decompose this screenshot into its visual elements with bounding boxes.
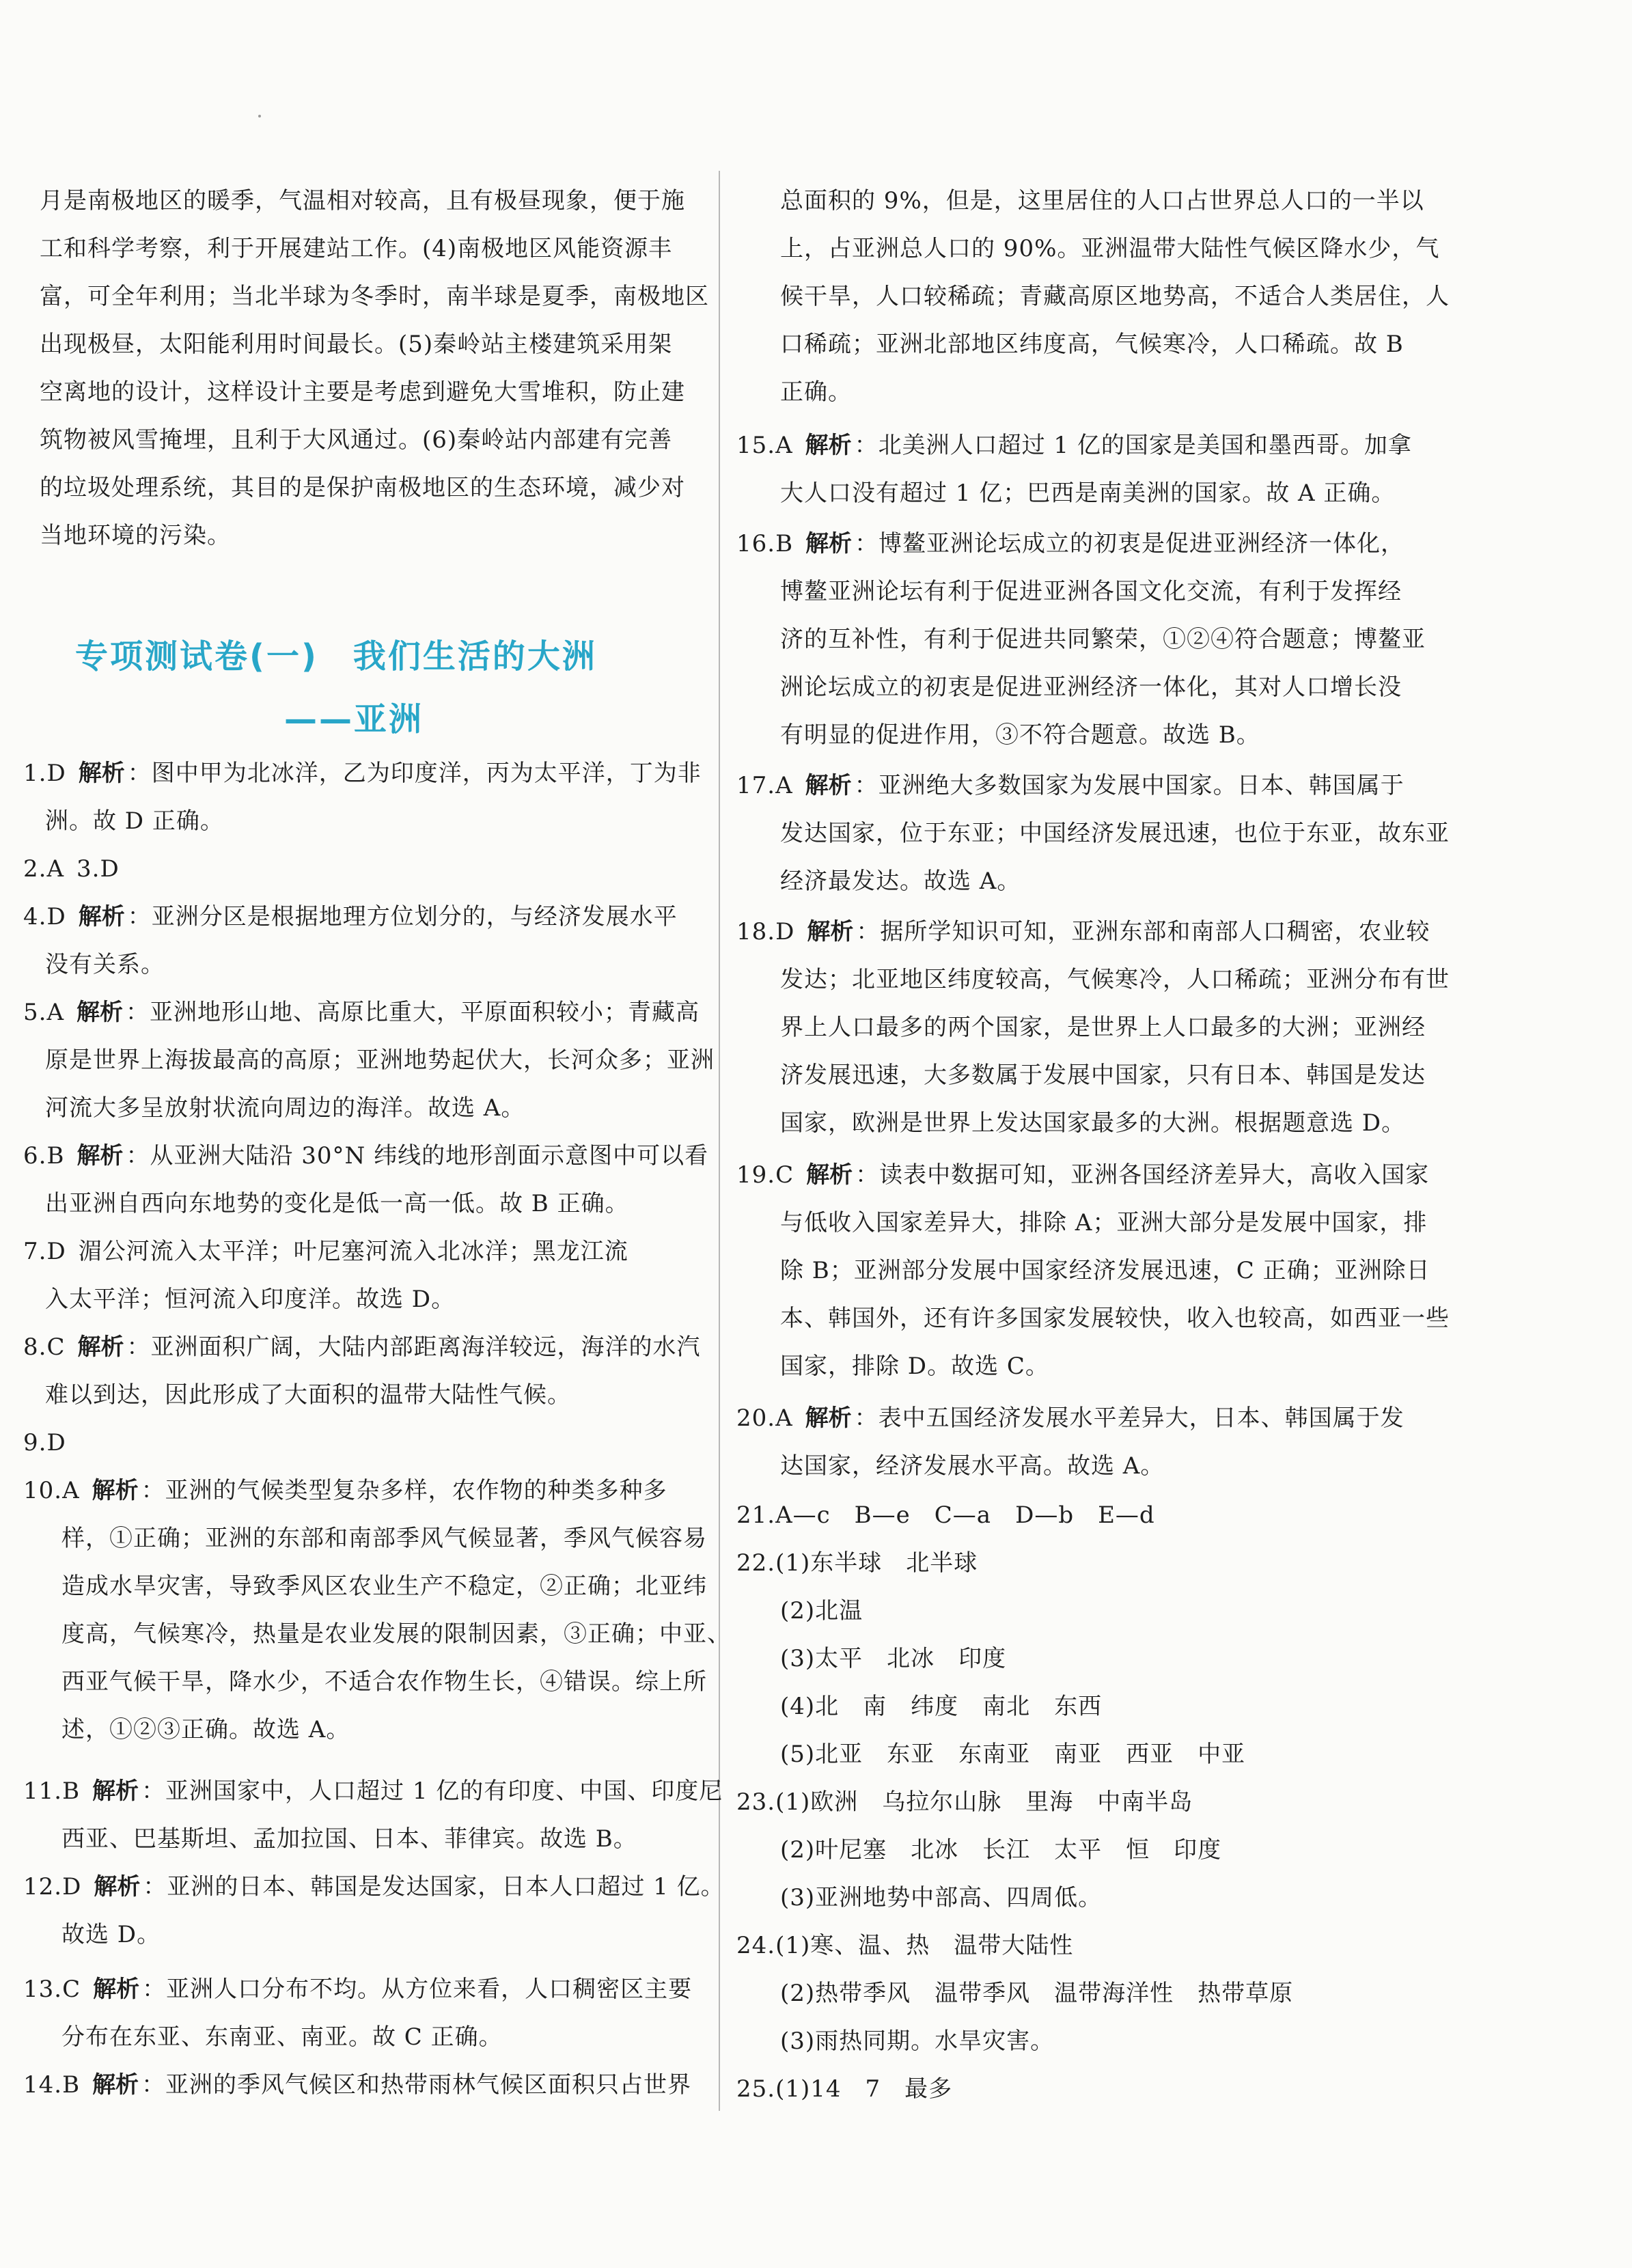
answer-line: 界上人口最多的两个国家，是世界上人口最多的大洲；亚洲经 <box>780 1014 1426 1041</box>
answer-line: 8.C 解析 ：亚洲面积广阔，大陆内部距离海洋较远，海洋的水汽 <box>23 1333 701 1361</box>
answer-line: 入太平洋；恒河流入印度洋。故选 D。 <box>45 1286 456 1313</box>
intro-line: 工和科学考察，利于开展建站工作。(4)南极地区风能资源丰 <box>40 235 673 262</box>
intro-line: 月是南极地区的暖季，气温相对较高，且有极昼现象，便于施 <box>40 187 685 215</box>
answer-line: 有明显的促进作用，③不符合题意。故选 B。 <box>780 721 1260 749</box>
answer-line: 24.(1)寒、温、热 温带大陆性 <box>736 1932 1074 1959</box>
section-subtitle: ——亚洲 <box>284 700 424 738</box>
answer-line: (5)北亚 东亚 东南亚 南亚 西亚 中亚 <box>780 1741 1246 1768</box>
intro-line: 的垃圾处理系统，其目的是保护南极地区的生态环境，减少对 <box>40 474 685 501</box>
answer-line: 11.B 解析 ：亚洲国家中，人口超过 1 亿的有印度、中国、印度尼 <box>23 1778 723 1805</box>
answer-line: 21.A—c B—e C—a D—b E—d <box>736 1502 1155 1529</box>
answer-line: 述，①②③正确。故选 A。 <box>61 1716 350 1743</box>
answer-line: 经济最发达。故选 A。 <box>780 868 1021 895</box>
answer-line: 度高，气候寒冷，热量是农业发展的限制因素，③正确；中亚、 <box>61 1620 731 1648</box>
answer-line: 12.D 解析 ：亚洲的日本、韩国是发达国家，日本人口超过 1 亿。 <box>23 1873 725 1900</box>
answer-line: 河流大多呈放射状流向周边的海洋。故选 A。 <box>45 1094 525 1122</box>
answer-line: 西亚、巴基斯坦、孟加拉国、日本、菲律宾。故选 B。 <box>61 1825 637 1853</box>
answer-line: 13.C 解析 ：亚洲人口分布不均。从方位来看，人口稠密区主要 <box>23 1976 693 2003</box>
answer-line: 20.A 解析 ：表中五国经济发展水平差异大，日本、韩国属于发 <box>736 1405 1405 1432</box>
answer-line: 7.D 湄公河流入太平洋；叶尼塞河流入北冰洋；黑龙江流 <box>23 1238 628 1265</box>
answer-line: 23.(1)欧洲 乌拉尔山脉 里海 中南半岛 <box>736 1788 1193 1816</box>
answer-line: (4)北 南 纬度 南北 东西 <box>780 1693 1103 1720</box>
answer-line: 原是世界上海拔最高的高原；亚洲地势起伏大，长河众多；亚洲 <box>45 1047 715 1074</box>
column-divider <box>719 171 720 2111</box>
answer-line: 总面积的 9%，但是，这里居住的人口占世界总人口的一半以 <box>780 187 1424 215</box>
answer-line: 发达；北亚地区纬度较高，气候寒冷，人口稀疏；亚洲分布有世 <box>780 966 1450 993</box>
answer-line: 17.A 解析 ：亚洲绝大多数国家为发展中国家。日本、韩国属于 <box>736 772 1405 799</box>
answer-line: (3)雨热同期。水旱灾害。 <box>780 2028 1055 2055</box>
answer-line: 难以到达，因此形成了大面积的温带大陆性气候。 <box>45 1381 571 1409</box>
answer-line: 10.A 解析 ：亚洲的气候类型复杂多样，农作物的种类多种多 <box>23 1477 667 1504</box>
answer-line: 发达国家，位于东亚；中国经济发展迅速，也位于东亚，故东亚 <box>780 820 1450 847</box>
section-title: 专项测试卷(一) 我们生活的大洲 <box>75 637 597 676</box>
answer-line: 故选 D。 <box>61 1921 161 1948</box>
answer-line: 达国家，经济发展水平高。故选 A。 <box>780 1452 1165 1480</box>
intro-line: 富，可全年利用；当北半球为冬季时，南半球是夏季，南极地区 <box>40 283 709 310</box>
answer-line: 口稀疏；亚洲北部地区纬度高，气候寒冷，人口稀疏。故 B <box>780 331 1404 358</box>
answer-line: 大人口没有超过 1 亿；巴西是南美洲的国家。故 A 正确。 <box>780 480 1396 507</box>
answer-line: (2)热带季风 温带季风 温带海洋性 热带草原 <box>780 1980 1294 2007</box>
answer-line: 5.A 解析 ：亚洲地形山地、高原比重大，平原面积较小；青藏高 <box>23 999 700 1026</box>
answer-line: 14.B 解析 ：亚洲的季风气候区和热带雨林气候区面积只占世界 <box>23 2071 692 2099</box>
answer-line: 博鳌亚洲论坛有利于促进亚洲各国文化交流，有利于发挥经 <box>780 578 1402 605</box>
intro-line: 出现极昼，太阳能利用时间最长。(5)秦岭站主楼建筑采用架 <box>40 331 673 358</box>
answer-line: 洲论坛成立的初衷是促进亚洲经济一体化，其对人口增长没 <box>780 674 1402 701</box>
answer-line: 济发展迅速，大多数属于发展中国家，只有日本、韩国是发达 <box>780 1062 1426 1089</box>
intro-line: 当地环境的污染。 <box>40 522 231 549</box>
answer-line: 16.B 解析 ：博鳌亚洲论坛成立的初衷是促进亚洲经济一体化， <box>736 530 1405 557</box>
answer-line: 西亚气候干旱，降水少，不适合农作物生长，④错误。综上所 <box>61 1668 707 1696</box>
answer-line: 没有关系。 <box>45 951 165 978</box>
answer-line: 19.C 解析 ：读表中数据可知，亚洲各国经济差异大，高收入国家 <box>736 1161 1430 1189</box>
answer-line: 22.(1)东半球 北半球 <box>736 1549 978 1577</box>
answer-line: 除 B；亚洲部分发展中国家经济发展迅速，C 正确；亚洲除日 <box>780 1257 1430 1284</box>
answer-line: 1.D 解析 ：图中甲为北冰洋，乙为印度洋，丙为太平洋，丁为非 <box>23 760 702 787</box>
answer-line: 4.D 解析 ：亚洲分区是根据地理方位划分的，与经济发展水平 <box>23 903 678 930</box>
answer-line: 上，占亚洲总人口的 90%。亚洲温带大陆性气候区降水少，气 <box>780 235 1440 262</box>
answer-line: (3)太平 北冰 印度 <box>780 1645 1007 1672</box>
speck <box>258 115 261 117</box>
intro-line: 空离地的设计，这样设计主要是考虑到避免大雪堆积，防止建 <box>40 378 685 406</box>
answer-line: 国家，欧洲是世界上发达国家最多的大洲。根据题意选 D。 <box>780 1109 1406 1137</box>
answer-line: 18.D 解析 ：据所学知识可知，亚洲东部和南部人口稠密，农业较 <box>736 918 1430 945</box>
answer-line: 9.D <box>23 1429 66 1456</box>
intro-line: 筑物被风雪掩埋，且利于大风通过。(6)秦岭站内部建有完善 <box>40 426 673 454</box>
answer-line: (2)叶尼塞 北冰 长江 太平 恒 印度 <box>780 1836 1222 1864</box>
answer-line: 出亚洲自西向东地势的变化是低一高一低。故 B 正确。 <box>45 1190 629 1217</box>
answer-line: 国家，排除 D。故选 C。 <box>780 1353 1049 1380</box>
answer-line: 正确。 <box>780 378 852 406</box>
answer-line: 造成水旱灾害，导致季风区农业生产不稳定，②正确；北亚纬 <box>61 1573 707 1600</box>
answer-line: (3)亚洲地势中部高、四周低。 <box>780 1884 1103 1911</box>
answer-line: 25.(1)14 7 最多 <box>736 2075 953 2103</box>
answer-line: (2)北温 <box>780 1597 863 1624</box>
answer-line: 候干旱，人口较稀疏；青藏高原区地势高，不适合人类居住，人 <box>780 283 1450 310</box>
answer-line: 分布在东亚、东南亚、南亚。故 C 正确。 <box>61 2023 503 2051</box>
answer-line: 洲。故 D 正确。 <box>45 807 224 835</box>
answer-line: 样，①正确；亚洲的东部和南部季风气候显著，季风气候容易 <box>61 1525 707 1552</box>
answer-line: 本、韩国外，还有许多国家发展较快，收入也较高，如西亚一些 <box>780 1305 1450 1332</box>
answer-line: 与低收入国家差异大，排除 A；亚洲大部分是发展中国家，排 <box>780 1209 1428 1236</box>
answer-line: 6.B 解析 ：从亚洲大陆沿 30°N 纬线的地形剖面示意图中可以看 <box>23 1142 709 1170</box>
answer-line: 15.A 解析 ：北美洲人口超过 1 亿的国家是美国和墨西哥。加拿 <box>736 432 1412 459</box>
answer-line: 济的互补性，有利于促进共同繁荣，①②④符合题意；博鳌亚 <box>780 626 1426 653</box>
answer-line: 2.A 3.D <box>23 855 120 883</box>
